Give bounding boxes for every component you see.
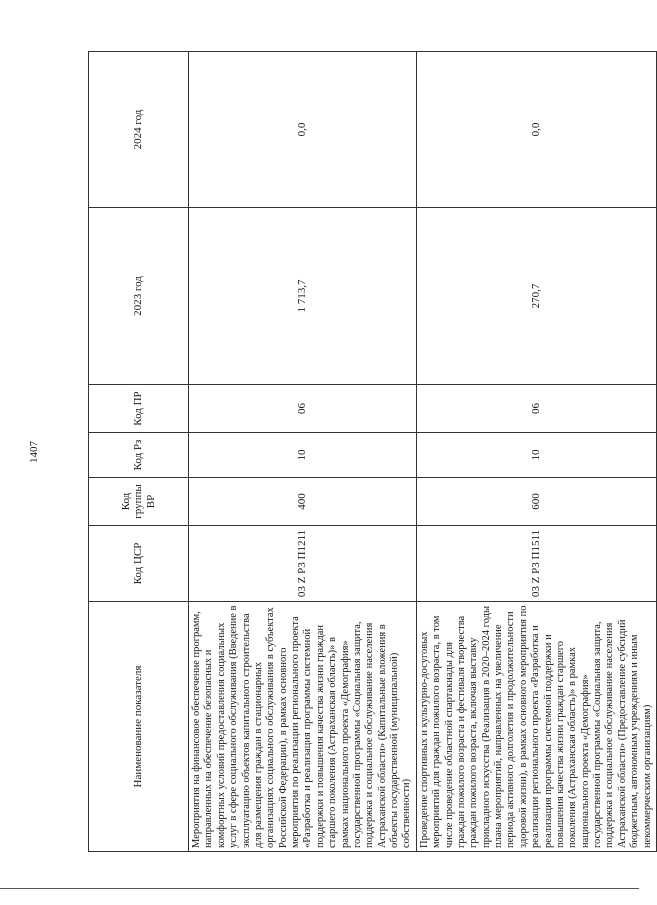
page-number: 1407 [28, 441, 40, 463]
row-2-rz: 10 [416, 433, 656, 478]
row-1-vr: 400 [189, 478, 417, 526]
row-2-vr: 600 [416, 478, 656, 526]
row-2-name: Проведение спортивных и культурно-досуговых мероприятий для граждан пожилого возраста, в том числе проведение областной спартакиады для граждан пожилого возраста и фестиваля творчества граждан пожилого возраста, включая выставку прикладного искусства (Реализация в 2020–2024 годы плана мероприятий, направленных на увеличение периода активного долголетия и продолжительности здоровой жизни), в рамках основного мероприятия по реализации регионального проекта «Разработка и реализация программы системной поддержки и повышения качества жизни граждан старшего поколения (Астраханская область)» в рамках национального проекта «Демография» государственной программы «Социальная защита, поддержка и социальное обслуживание населения Астраханской области» (Предоставление субсидий бюджетным, автономным учреждениям и иным некоммерческим организациям) [416, 602, 656, 852]
row-2-pr: 06 [416, 385, 656, 433]
bottom-rule [0, 888, 639, 889]
row-1-2023: 1 713,7 [189, 208, 417, 385]
row-2-2023: 270,7 [416, 208, 656, 385]
header-csr: Код ЦСР [89, 526, 189, 602]
table-header-row [89, 52, 189, 852]
row-1-csr: 03 Z P3 П1211 [189, 526, 417, 602]
row-1-pr: 06 [189, 385, 417, 433]
header-vr: Код группы ВР [89, 478, 189, 526]
budget-table [88, 51, 657, 852]
rotated-page-area [88, 52, 653, 852]
header-2023: 2023 год [89, 208, 189, 385]
header-pr: Код ПР [89, 385, 189, 433]
row-1-2024: 0,0 [189, 52, 417, 208]
table-row [416, 52, 656, 852]
header-rz: Код Рз [89, 433, 189, 478]
row-1-name: Мероприятия на финансовое обеспечение программ, направленных на обеспечение безопасных и комфортных условий предоставления социальных услуг в сфере социального обслуживания (Введение в эксплуатацию объектов капитального строительства для размещения граждан в стационарных организациях социального обслуживания в субъектах Российской Федерации), в рамках основного мероприятия по реализации регионального проекта «Разработка и реализация программы системной поддержки и повышения качества жизни граждан старшего поколения (Астраханская область)» в рамках национального проекта «Демография» государственной программы «Социальная защита, поддержка и социальное обслуживание населения Астраханской области» (Капитальные вложения в объекты государственной (муниципальной) собственности) [189, 602, 417, 852]
table-row [189, 52, 417, 852]
row-1-rz: 10 [189, 433, 417, 478]
header-2024: 2024 год [89, 52, 189, 208]
rotated-table-container [88, 52, 653, 852]
row-2-2024: 0,0 [416, 52, 656, 208]
header-name: Наименование показателя [89, 602, 189, 852]
row-2-csr: 03 Z P3 П1511 [416, 526, 656, 602]
